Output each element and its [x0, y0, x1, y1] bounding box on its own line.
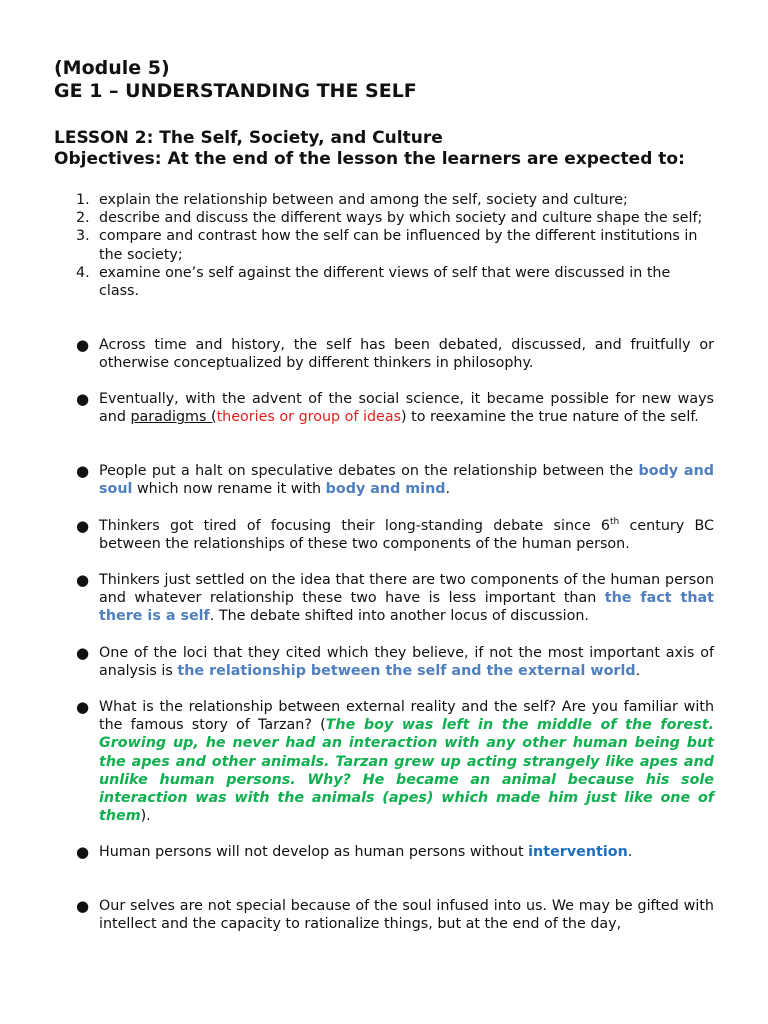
bullet-text	[99, 462, 714, 498]
superscript: th	[610, 517, 620, 528]
objective-item	[54, 264, 714, 300]
text-run: ) to reexamine the true nature of the self.	[401, 409, 699, 426]
blue-highlight: the fact that there is a self	[99, 590, 714, 625]
bullet-item	[54, 644, 714, 680]
text-run: Human persons will not develop as human persons without	[99, 844, 529, 860]
objective-item	[54, 191, 714, 209]
bullet-text	[99, 571, 714, 626]
objective-number: 3.	[76, 228, 90, 245]
text-run: People put a halt on speculative debates on the relationship between the	[99, 463, 639, 479]
objective-text: compare and contrast how the self can be influenced by the different institutions in the society;	[99, 228, 698, 263]
objective-item	[54, 227, 714, 263]
bullet-item	[54, 698, 714, 825]
underlined-term: paradigms (	[130, 409, 217, 426]
bullet-text	[99, 843, 714, 861]
bullet-item	[54, 897, 714, 933]
bullet-icon: ●	[76, 462, 90, 480]
objective-text: describe and discuss the different ways by which society and culture shape the self;	[99, 210, 703, 227]
red-highlight: theories or group of ideas	[216, 409, 402, 426]
text-run: Thinkers got tired of focusing their long-standing debate since 6	[99, 518, 611, 534]
bullet-icon: ●	[76, 843, 90, 861]
text-run: One of the loci that they cited which they believe, if not the most important axis of analysis is	[99, 645, 714, 680]
objective-number: 2.	[76, 210, 90, 227]
green-italic-passage: The boy was left in the middle of the forest. Growing up, he never had an interaction with any other human being but the apes and other animals. Tarzan grew up acting strangely like apes and unlike human persons. Why? He became an animal because his sole interaction was with the animals (apes) which made him just like one of them	[99, 717, 714, 825]
text-run: .	[445, 481, 451, 498]
objective-text: examine one’s self against the different views of self that were discussed in the class.	[99, 264, 671, 300]
bullet-text	[99, 897, 714, 933]
course-title: GE 1 – UNDERSTANDING THE SELF	[54, 80, 417, 102]
objective-number: 1.	[76, 192, 90, 208]
bullet-item	[54, 336, 714, 372]
objectives-list	[54, 191, 714, 300]
bullet-icon: ●	[76, 644, 90, 662]
text-run: . The debate shifted into another locus of discussion.	[209, 608, 589, 625]
text-run: ).	[140, 808, 151, 825]
bullet-item	[54, 462, 714, 498]
bullet-text	[99, 390, 714, 426]
text-run: .	[627, 844, 633, 860]
objective-item	[54, 209, 714, 227]
objective-text: explain the relationship between and among the self, society and culture;	[99, 192, 628, 208]
text-run: Across time and history, the self has been debated, discussed, and fruitfully or otherwise conceptualized by different thinkers in philosophy.	[99, 337, 714, 372]
text-run: What is the relationship between external reality and the self? Are you familiar with the famous story of Tarzan? (	[99, 699, 714, 734]
bullet-item	[54, 843, 714, 861]
text-run: century BC between the relationships of these two components of the human person.	[99, 518, 714, 553]
bullet-text	[99, 644, 714, 680]
bullet-icon: ●	[76, 897, 90, 915]
text-run: Thinkers just settled on the idea that there are two components of the human person and whatever relationship these two have is less important than	[99, 572, 714, 607]
text-run: which now rename it with	[132, 481, 326, 498]
bullet-text	[99, 336, 714, 372]
objective-number: 4.	[76, 264, 90, 281]
blue-highlight: body and mind	[325, 481, 446, 498]
bullet-icon: ●	[76, 571, 90, 589]
blue-highlight: intervention	[528, 844, 628, 860]
bullet-item	[54, 571, 714, 626]
text-run: Eventually, with the advent of the social science, it became possible for new ways and	[99, 391, 714, 426]
objectives-heading: Objectives: At the end of the lesson the learners are expected to:	[54, 149, 685, 169]
lesson-title: LESSON 2: The Self, Society, and Culture	[54, 128, 443, 148]
bullet-icon: ●	[76, 336, 90, 354]
module-label: (Module 5)	[54, 57, 170, 79]
bullet-item	[54, 390, 714, 426]
bullet-icon: ●	[76, 517, 90, 535]
bullet-icon: ●	[76, 698, 90, 716]
bullet-icon: ●	[76, 390, 90, 408]
blue-highlight: body and soul	[99, 463, 714, 498]
bullet-text	[99, 517, 714, 553]
blue-highlight: the relationship between the self and the external world	[177, 663, 636, 680]
text-run: Our selves are not special because of the soul infused into us. We may be gifted with intellect and the capacity to rationalize things, but at the end of the day,	[99, 898, 714, 933]
bullet-text	[99, 698, 714, 825]
text-run: .	[635, 663, 641, 680]
bullet-item	[54, 517, 714, 553]
